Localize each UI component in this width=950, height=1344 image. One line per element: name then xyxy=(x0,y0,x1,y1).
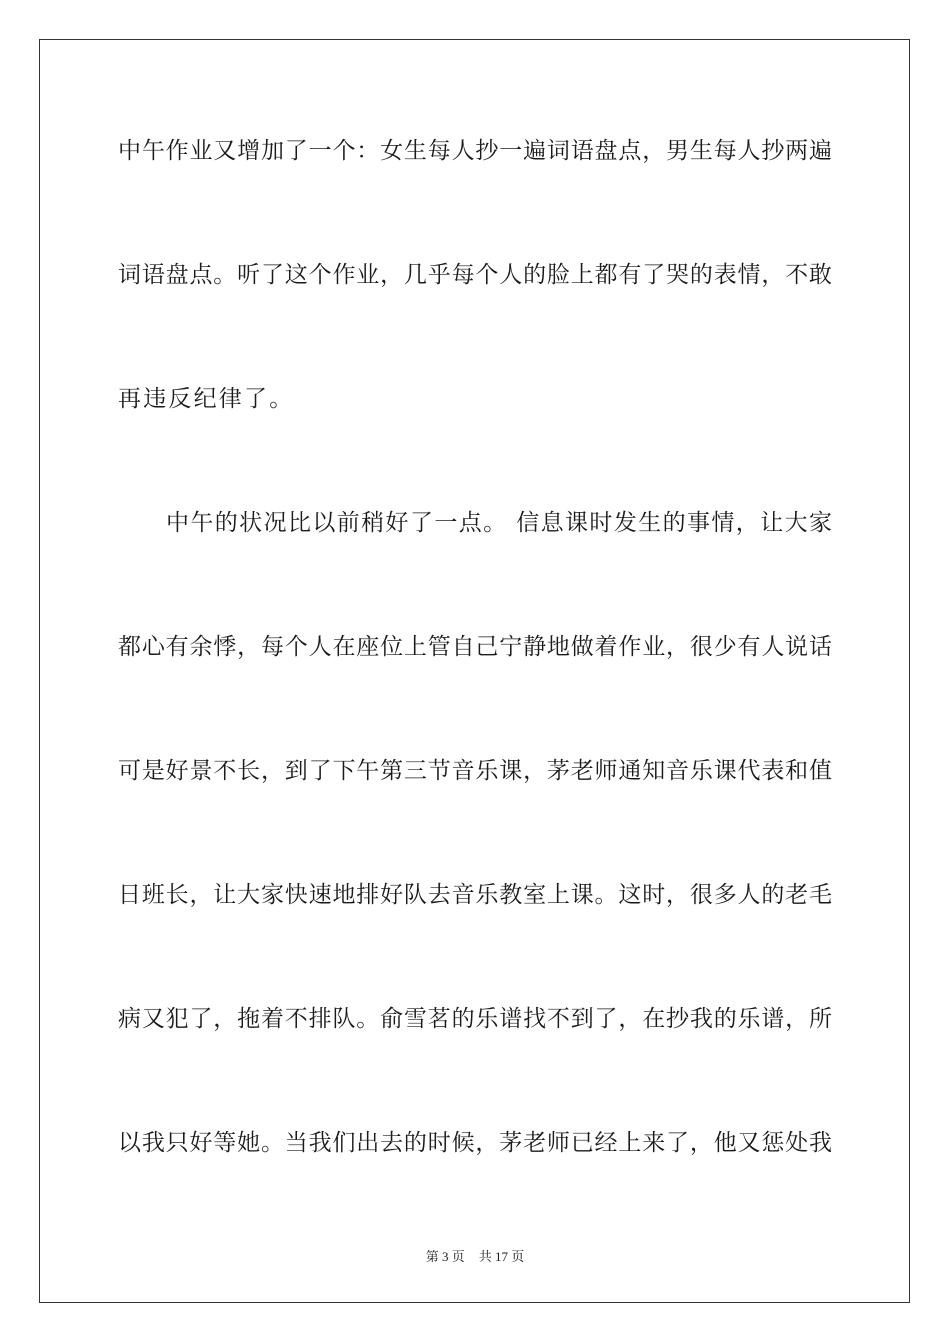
text-line-5: 都心有余悸，每个人在座位上管自己宁静地做着作业，很少有人说话 xyxy=(118,634,832,660)
text-line-2: 词语盘点。听了这个作业，几乎每个人的脸上都有了哭的表情，不敢 xyxy=(118,262,832,288)
text-line-9: 以我只好等她。当我们出去的时候，茅老师已经上来了，他又惩处我 xyxy=(118,1130,832,1156)
text-line-4: 中午的状况比以前稍好了一点。 信息课时发生的事情，让大家 xyxy=(166,510,832,536)
page-total: 共 17 页 xyxy=(478,1249,525,1264)
text-line-6: 可是好景不长，到了下午第三节音乐课，茅老师通知音乐课代表和值 xyxy=(118,758,832,784)
page-border xyxy=(39,39,910,1303)
text-line-7: 日班长，让大家快速地排好队去音乐教室上课。这时，很多人的老毛 xyxy=(118,882,832,908)
text-line-3: 再违反纪律了。 xyxy=(118,386,295,412)
page-number: 第 3 页 xyxy=(425,1249,465,1264)
text-line-8: 病又犯了，拖着不排队。俞雪茗的乐谱找不到了，在抄我的乐谱，所 xyxy=(118,1006,832,1032)
text-line-1: 中午作业又增加了一个：女生每人抄一遍词语盘点，男生每人抄两遍 xyxy=(118,138,832,164)
page-footer xyxy=(0,1248,950,1266)
